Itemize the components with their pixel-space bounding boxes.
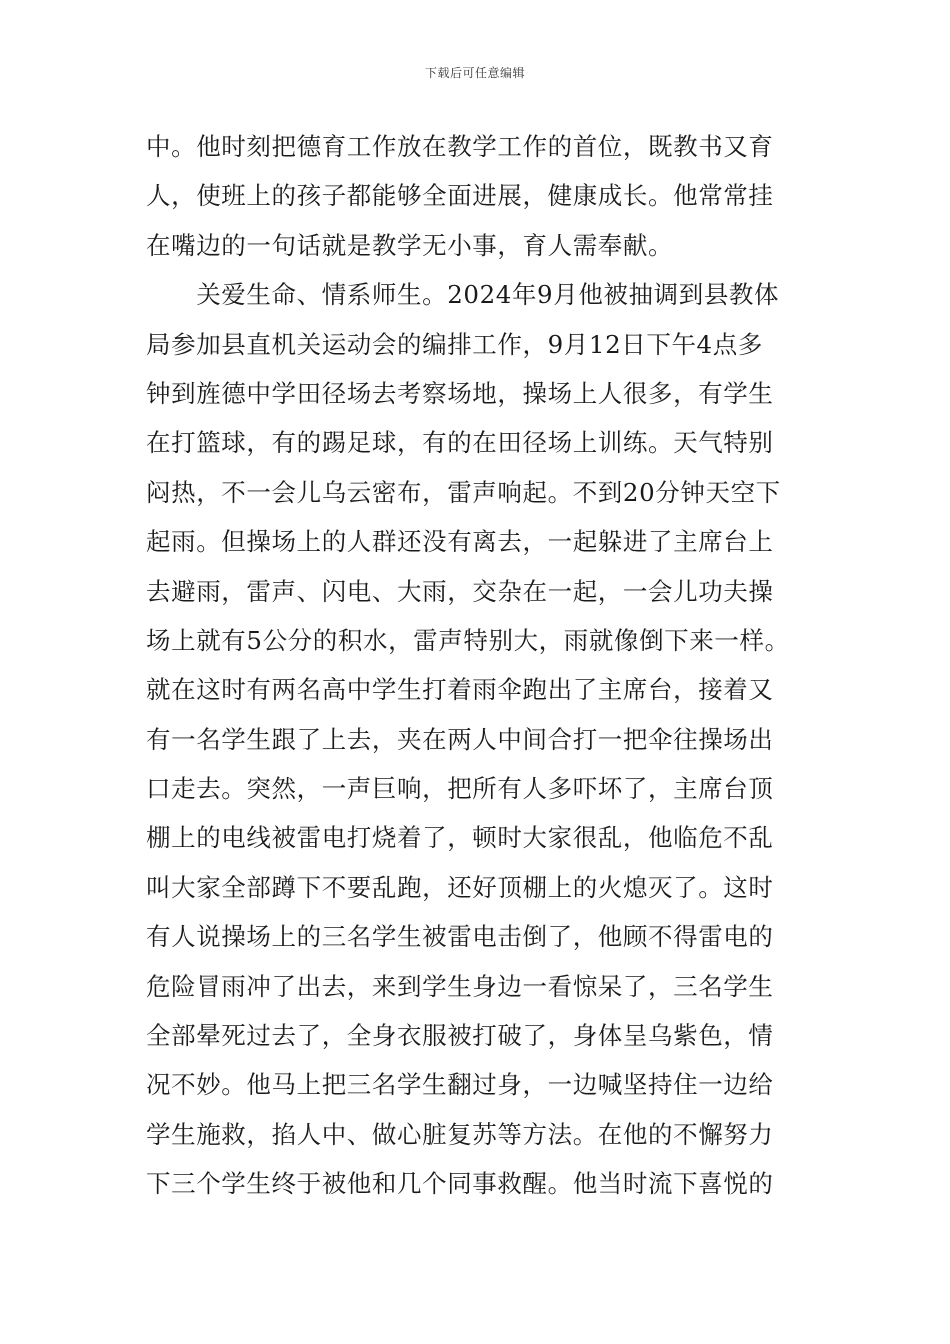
text-line: 下三个学生终于被他和几个同事救醒。他当时流下喜悦的 xyxy=(146,1169,774,1199)
text-line: 叫大家全部蹲下不要乱跑，还好顶棚上的火熄灭了。这时 xyxy=(146,872,774,902)
text-line: 闷热，不一会儿乌云密布，雷声响起。不到20分钟天空下 xyxy=(146,477,781,507)
page-header: 下载后可任意编辑 xyxy=(424,66,525,80)
text-line: 人，使班上的孩子都能够全面进展，健康成长。他常常挂 xyxy=(146,181,774,211)
text-line: 钟到旌德中学田径场去考察场地，操场上人很多，有学生 xyxy=(146,378,774,408)
text-line: 全部晕死过去了，全身衣服被打破了，身体呈乌紫色，情 xyxy=(146,1021,774,1051)
text-line: 场上就有5公分的积水，雷声特别大，雨就像倒下来一样。 xyxy=(146,625,790,655)
text-line: 在嘴边的一句话就是教学无小事，育人需奉献。 xyxy=(146,230,674,260)
document-body xyxy=(146,122,810,1209)
text-line: 关爱生命、情系师生。2024年9月他被抽调到县教体 xyxy=(146,280,780,310)
text-line: 学生施救，掐人中、做心脏复苏等方法。在他的不懈努力 xyxy=(146,1119,774,1149)
text-line: 在打篮球，有的踢足球，有的在田径场上训练。天气特别 xyxy=(146,428,774,458)
text-line: 况不妙。他马上把三名学生翻过身，一边喊坚持住一边给 xyxy=(146,1070,774,1100)
text-line: 危险冒雨冲了出去，来到学生身边一看惊呆了，三名学生 xyxy=(146,971,774,1001)
text-line: 起雨。但操场上的人群还没有离去，一起躲进了主席台上 xyxy=(146,527,774,557)
text-line: 棚上的电线被雷电打烧着了，顿时大家很乱，他临危不乱 xyxy=(146,823,774,853)
text-line: 中。他时刻把德育工作放在教学工作的首位，既教书又育 xyxy=(146,132,774,161)
text-line: 局参加县直机关运动会的编排工作，9月12日下午4点多 xyxy=(146,329,763,359)
text-line: 口走去。突然，一声巨响，把所有人多吓坏了，主席台顶 xyxy=(146,774,774,804)
text-line: 去避雨，雷声、闪电、大雨，交杂在一起，一会儿功夫操 xyxy=(146,576,774,606)
text-line: 有人说操场上的三名学生被雷电击倒了，他顾不得雷电的 xyxy=(146,922,774,952)
text-line: 有一名学生跟了上去，夹在两人中间合打一把伞往操场出 xyxy=(146,724,774,754)
text-line: 就在这时有两名高中学生打着雨伞跑出了主席台，接着又 xyxy=(146,675,774,705)
